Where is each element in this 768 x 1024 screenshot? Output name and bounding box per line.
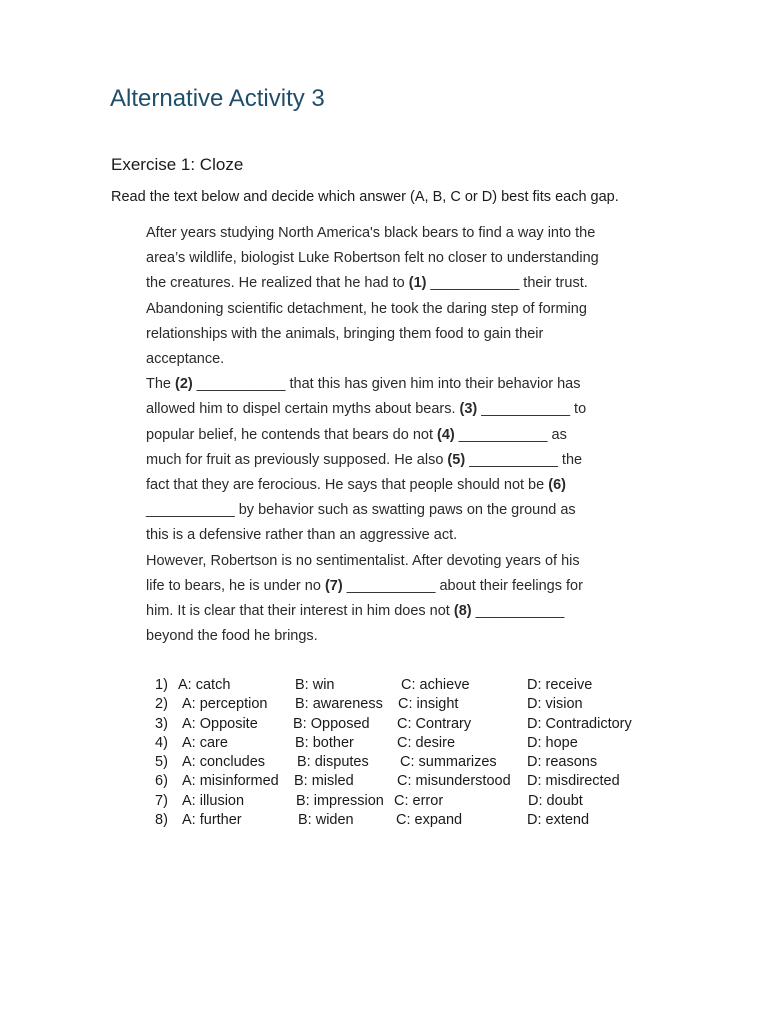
passage-line: beyond the food he brings. <box>146 628 318 645</box>
gap-blank: ___________ <box>475 603 565 620</box>
passage-line <box>146 599 666 624</box>
option-a: A: Opposite <box>182 715 258 732</box>
passage-line: Abandoning scientific detachment, he took the daring step of forming <box>146 300 587 317</box>
passage-text: allowed him to dispel certain myths about bears. <box>146 401 460 418</box>
option-a: A: perception <box>182 696 268 713</box>
gap-number: (2) <box>175 376 193 393</box>
option-d: D: reasons <box>527 754 598 771</box>
option-b: B: impression <box>296 792 384 809</box>
passage-text: to <box>570 401 587 418</box>
option-c: C: Contrary <box>397 715 472 732</box>
passage-text: that this has given him into their behavior has <box>285 376 581 393</box>
gap-blank: ___________ <box>146 502 235 519</box>
question-number: 1) <box>155 677 168 693</box>
gap-number: (7) <box>324 577 343 594</box>
passage-line <box>146 473 666 498</box>
gap-number: (4) <box>437 426 455 443</box>
option-d: D: hope <box>527 734 578 751</box>
option-c: C: insight <box>398 696 459 713</box>
instructions: Read the text below and decide which answer (A, B, C or D) best fits each gap. <box>111 189 619 205</box>
option-b: B: bother <box>295 734 354 751</box>
option-c: C: summarizes <box>400 754 497 771</box>
option-a: A: catch <box>178 677 231 693</box>
option-d: D: receive <box>527 677 593 693</box>
passage-text: about their feelings for <box>435 577 583 594</box>
passage-text: much for fruit as previously supposed. He also <box>146 451 448 468</box>
option-b: B: disputes <box>297 754 369 771</box>
passage-line <box>146 574 666 599</box>
gap-blank: ___________ <box>346 577 436 594</box>
passage-text: life to bears, he is under no <box>146 577 325 594</box>
question-number: 8) <box>155 812 168 829</box>
gap-blank: ___________ <box>481 401 571 418</box>
gap-blank: ___________ <box>196 376 286 393</box>
passage-text: fact that they are ferocious. He says that people should not be <box>146 477 549 494</box>
passage-line: However, Robertson is no sentimentalist. After devoting years of his <box>146 552 580 569</box>
question-number: 2) <box>155 696 168 713</box>
option-a: A: illusion <box>182 792 245 809</box>
question-number: 7) <box>155 792 168 809</box>
option-b: B: awareness <box>295 696 383 713</box>
option-d: D: Contradictory <box>527 715 632 732</box>
gap-number: (8) <box>453 603 472 620</box>
option-b: B: misled <box>294 773 354 790</box>
passage-text: the <box>557 451 583 468</box>
passage-line <box>146 397 666 422</box>
passage-line <box>146 423 666 448</box>
gap-blank: ___________ <box>469 451 558 468</box>
option-c: C: error <box>394 792 444 809</box>
option-d: D: misdirected <box>527 773 620 790</box>
passage-line: area’s wildlife, biologist Luke Robertson felt no closer to understanding <box>146 250 599 267</box>
gap-blank: ___________ <box>458 426 548 443</box>
option-b: B: Opposed <box>293 715 370 732</box>
passage-line <box>146 271 666 296</box>
gap-number: (6) <box>548 477 566 494</box>
option-d: D: extend <box>527 812 590 829</box>
option-a: A: care <box>182 734 228 751</box>
passage-text: the creatures. He realized that he had to <box>146 275 409 292</box>
passage-line <box>146 372 666 397</box>
question-number: 5) <box>155 754 168 771</box>
question-number: 4) <box>155 734 168 751</box>
passage-text: as <box>547 426 567 443</box>
exercise-title: Exercise 1: Cloze <box>111 155 244 174</box>
passage-text: their trust. <box>519 275 588 292</box>
question-number: 6) <box>155 773 168 790</box>
passage-text: popular belief, he contends that bears do not <box>146 426 438 443</box>
option-c: C: desire <box>397 734 456 751</box>
gap-number: (3) <box>459 401 478 418</box>
option-d: D: vision <box>527 696 583 713</box>
option-b: B: win <box>295 677 335 693</box>
passage-text: by behavior such as swatting paws on the ground as <box>234 502 576 519</box>
option-a: A: misinformed <box>182 773 279 790</box>
cloze-passage <box>146 221 666 649</box>
passage-line: relationships with the animals, bringing them food to gain their <box>146 325 544 342</box>
passage-line: After years studying North America's black bears to find a way into the <box>146 225 596 241</box>
gap-number: (1) <box>408 275 427 292</box>
passage-line <box>146 498 666 523</box>
gap-number: (5) <box>447 451 466 468</box>
option-b: B: widen <box>298 812 354 829</box>
passage-line: this is a defensive rather than an aggressive act. <box>146 527 458 544</box>
option-c: C: misunderstood <box>397 773 511 790</box>
passage-text: The <box>146 376 176 393</box>
page-title: Alternative Activity 3 <box>110 85 325 112</box>
passage-line <box>146 448 666 473</box>
gap-blank: ___________ <box>430 275 520 292</box>
option-c: C: achieve <box>401 677 470 693</box>
question-number: 3) <box>155 715 168 732</box>
passage-line: acceptance. <box>146 351 225 368</box>
option-d: D: doubt <box>528 792 583 809</box>
option-c: C: expand <box>396 812 463 829</box>
option-a: A: further <box>182 812 242 829</box>
passage-text: him. It is clear that their interest in him does not <box>146 603 454 620</box>
option-a: A: concludes <box>182 754 266 771</box>
